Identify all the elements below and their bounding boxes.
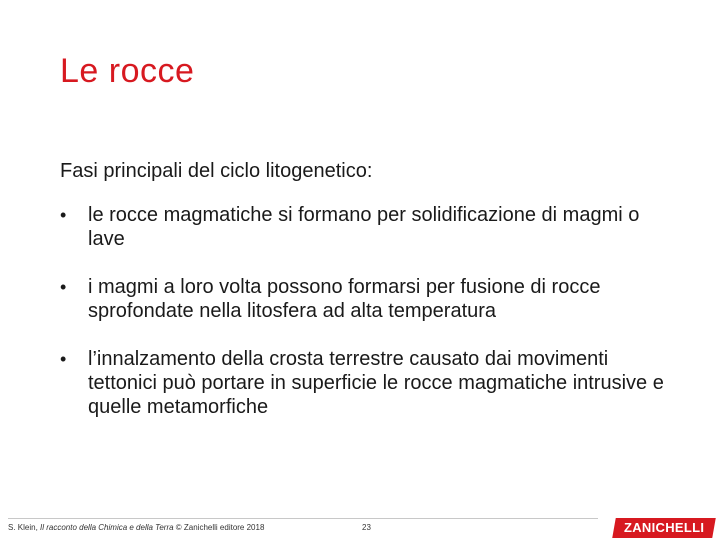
bullet-list [60, 203, 680, 443]
bullet-icon: • [60, 205, 67, 225]
footer-author: S. Klein, [8, 523, 41, 532]
bullet-icon: • [60, 277, 67, 297]
bullet-text: i magmi a loro volta possono formarsi per fusione di rocce sprofondate nella litosfera ad alta temperatura [88, 276, 601, 322]
footer-credit [8, 523, 264, 532]
footer-divider [8, 518, 598, 519]
bullet-text: l’innalzamento della crosta terrestre causato dai movimenti tettonici può portare in superficie le rocce magmatiche intrusive e quelle metamorfiche [88, 348, 664, 418]
bullet-item [60, 275, 680, 323]
zanichelli-logo [612, 518, 716, 538]
footer-book-title: Il racconto della Chimica e della Terra [40, 523, 174, 532]
bullet-icon: • [60, 349, 67, 369]
bullet-item [60, 203, 680, 251]
intro-text: Fasi principali del ciclo litogenetico: [60, 160, 373, 182]
footer-publisher: © Zanichelli editore 2018 [173, 523, 265, 532]
bullet-item [60, 347, 680, 419]
logo-text: ZANICHELLI [623, 520, 705, 535]
page-number: 23 [362, 523, 371, 532]
slide-title: Le rocce [60, 52, 195, 90]
bullet-text: le rocce magmatiche si formano per solidificazione di magmi o lave [88, 204, 640, 250]
